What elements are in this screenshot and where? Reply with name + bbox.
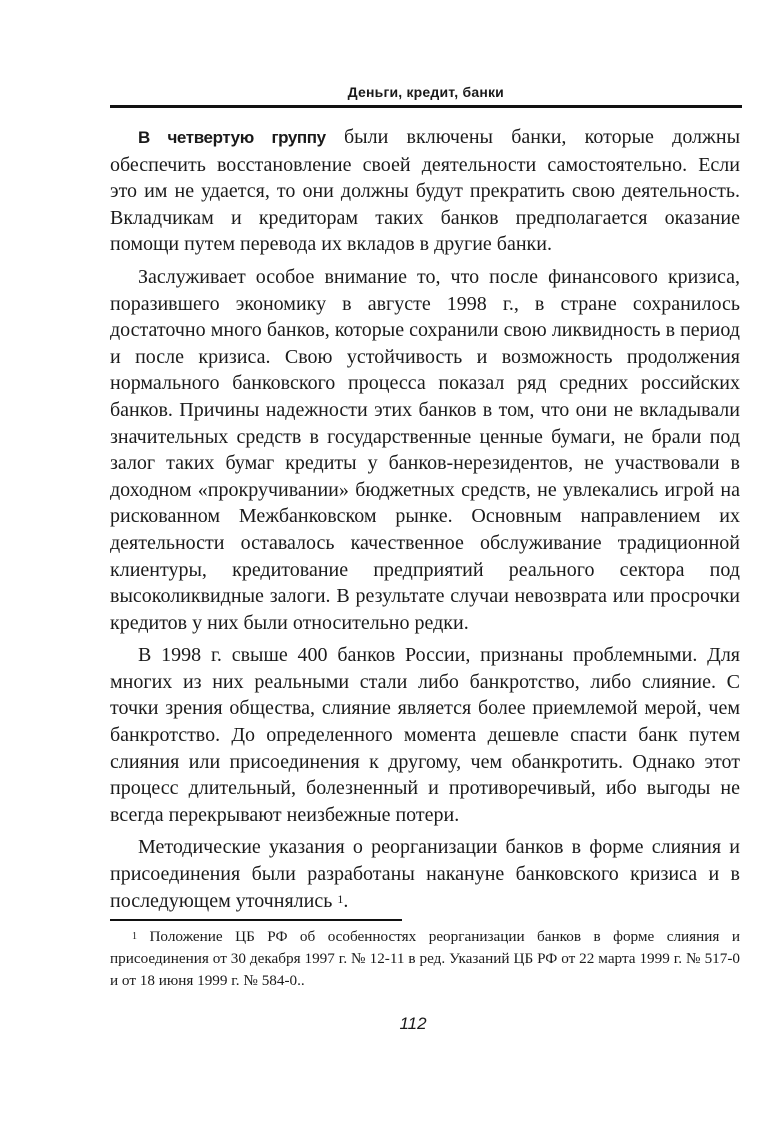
paragraph: В 1998 г. свыше 400 банков России, признаны проблемными. Для многих из них реальными стали либо банкротство, либо слияние. С точки зрения общества, слияние является более приемлемой мерой, чем банкротство. До определенного момента дешевле спасти банк путем слияния или присоединения к другому, чем обанкротить. Однако этот процесс длительный, болезненный и противоречивый, ибо выгоды не всегда перекрывают неизбежные потери. — [110, 644, 740, 826]
paragraph — [110, 124, 740, 258]
paragraph-tail: . — [343, 889, 349, 912]
footnote-reference: 1 — [337, 891, 344, 906]
paragraph-text: были включены банки, которые должны обеспечить восстановление своей деятельности самостоятельно. Если это им не удается, то они должны будут прекратить свою деятельность. Вкладчикам и кредиторам таких банков предполагается оказание помощи путем перевода их вкладов в другие банки. — [110, 126, 741, 256]
page-number: 112 — [399, 1014, 427, 1033]
running-head-title: Деньги, кредит, банки — [347, 84, 504, 100]
footnote-rule — [110, 919, 402, 921]
footnote-text: Положение ЦБ РФ об особенностях реорганизации банков в форме слияния и присоединения от 30 декабря 1997 г. № 12-11 в ред. Указаний ЦБ РФ от 22 марта 1999 г. № 517-0 и от 18 июня 1999 г. № 584-0.. — [110, 928, 740, 989]
main-text — [110, 124, 740, 920]
footnote-marker: 1 — [132, 931, 137, 942]
header-rule — [110, 105, 742, 108]
running-head — [110, 84, 740, 100]
footnote — [110, 926, 740, 992]
paragraph-lead: В четвертую группу — [138, 128, 326, 147]
paragraph-text: Методические указания о реорганизации банков в форме слияния и присоединения были разработаны накануне банковского кризиса и в последующем уточнялись — [110, 836, 740, 912]
paragraph — [110, 834, 740, 914]
paragraph: Заслуживает особое внимание то, что после финансового кризиса, поразившего экономику в августе 1998 г., в стране сохранилось достаточно много банков, которые сохранили свою ликвидность в период и после кризиса. Свою устойчивость и возможность продолжения нормального банковского процесса показал ряд средних российских банков. Причины надежности этих банков в том, что они не вкладывали значительных средств в государственные ценные бумаги, не брали под залог таких бумаг кредиты у банков-нерезидентов, не участвовали в доходном «прокручивании» бюджетных средств, не увлекались игрой на рискованном Межбанковском рынке. Основным направлением их деятельности оставалось качественное обслуживание традиционной клиентуры, кредитование предприятий реального сектора под высоколиквидные залоги. В результате случаи невозврата или просрочки кредитов у них были относительно редки. — [110, 265, 740, 634]
